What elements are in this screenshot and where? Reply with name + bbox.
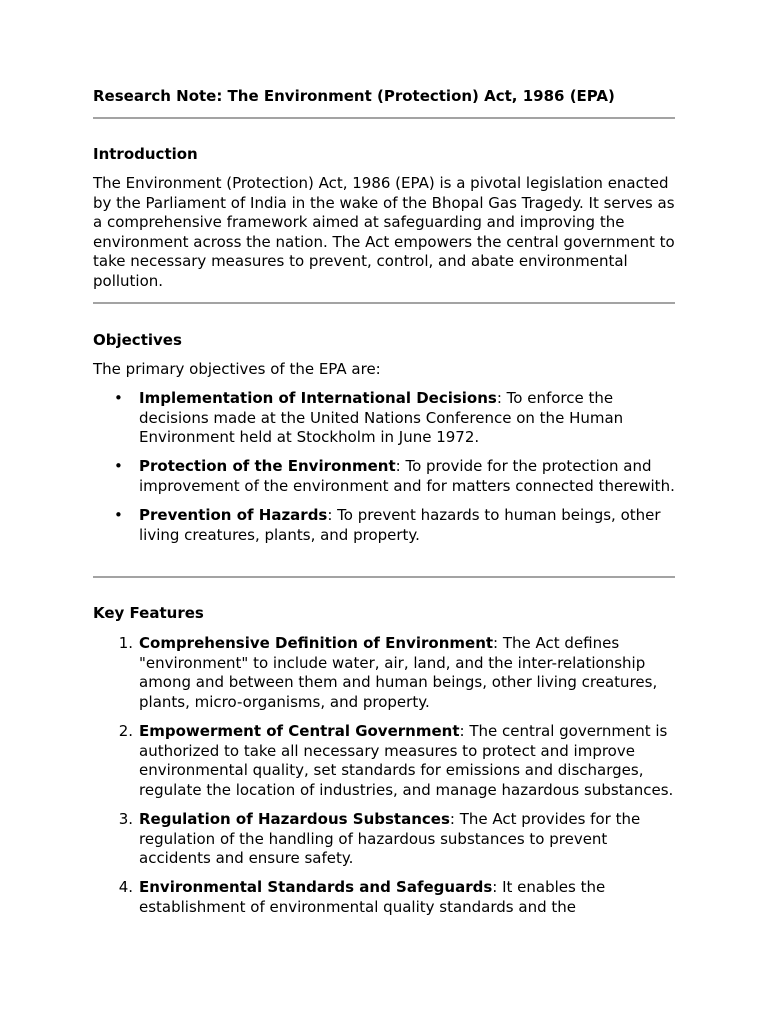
objective-description: : To provide for the protection and improvement of the environment and for matters connected therewith. <box>139 457 675 495</box>
feature-item <box>93 810 675 869</box>
feature-number: 4. <box>118 878 133 897</box>
objectives-lead: The primary objectives of the EPA are: <box>93 360 381 378</box>
objective-description: : To prevent hazards to human beings, other living creatures, plants, and property. <box>139 506 661 544</box>
feature-number: 1. <box>118 634 133 652</box>
objective-item <box>93 506 675 545</box>
introduction-text: The Environment (Protection) Act, 1986 (EPA) is a pivotal legislation enacted by the Parliament of India in the wake of the Bhopal Gas Tragedy. It serves as a comprehensive framework aimed at safeguarding and improving the environment across the nation. The Act empowers the central government to take necessary measures to prevent, control, and abate environmental pollution. <box>93 174 675 290</box>
introduction-heading: Introduction <box>93 145 198 163</box>
document-title: Research Note: The Environment (Protection) Act, 1986 (EPA) <box>93 87 615 105</box>
objective-term: Protection of the Environment <box>139 457 396 476</box>
divider <box>93 576 675 578</box>
objective-description: : To enforce the decisions made at the United Nations Conference on the Human Environment held at Stockholm in June 1972. <box>139 389 624 447</box>
bullet-icon: • <box>114 389 123 407</box>
feature-item <box>93 634 675 712</box>
objective-item <box>93 389 675 448</box>
feature-term: Empowerment of Central Government <box>139 721 460 740</box>
key-features-list <box>93 634 675 927</box>
feature-term: Comprehensive Definition of Environment <box>139 634 494 652</box>
feature-number: 3. <box>118 809 133 828</box>
feature-description: : It enables the establishment of environmental quality standards and the <box>139 878 606 916</box>
key-features-heading: Key Features <box>93 604 204 622</box>
feature-description: : The Act provides for the regulation of the handling of hazardous substances to prevent accidents and ensure safety. <box>139 809 641 868</box>
objectives-list <box>93 389 675 555</box>
bullet-icon: • <box>114 506 123 525</box>
objective-term: Implementation of International Decisions <box>139 389 497 407</box>
divider <box>93 117 675 119</box>
feature-item <box>93 722 675 800</box>
objective-item <box>93 457 675 496</box>
feature-description: : The central government is authorized to take all necessary measures to protect and improve environmental quality, set standards for emissions and discharges, regulate the location of industries, and manage hazardous substances. <box>139 721 674 799</box>
feature-term: Regulation of Hazardous Substances <box>139 809 450 828</box>
feature-description: : The Act defines "environment" to include water, air, land, and the inter-relationship among and between them and human beings, other living creatures, plants, micro-organisms, and property. <box>139 634 658 711</box>
objective-term: Prevention of Hazards <box>139 506 328 525</box>
objectives-heading: Objectives <box>93 331 182 349</box>
feature-term: Environmental Standards and Safeguards <box>139 878 493 897</box>
bullet-icon: • <box>114 457 123 476</box>
feature-number: 2. <box>118 721 133 740</box>
feature-item <box>93 878 675 917</box>
divider <box>93 302 675 304</box>
